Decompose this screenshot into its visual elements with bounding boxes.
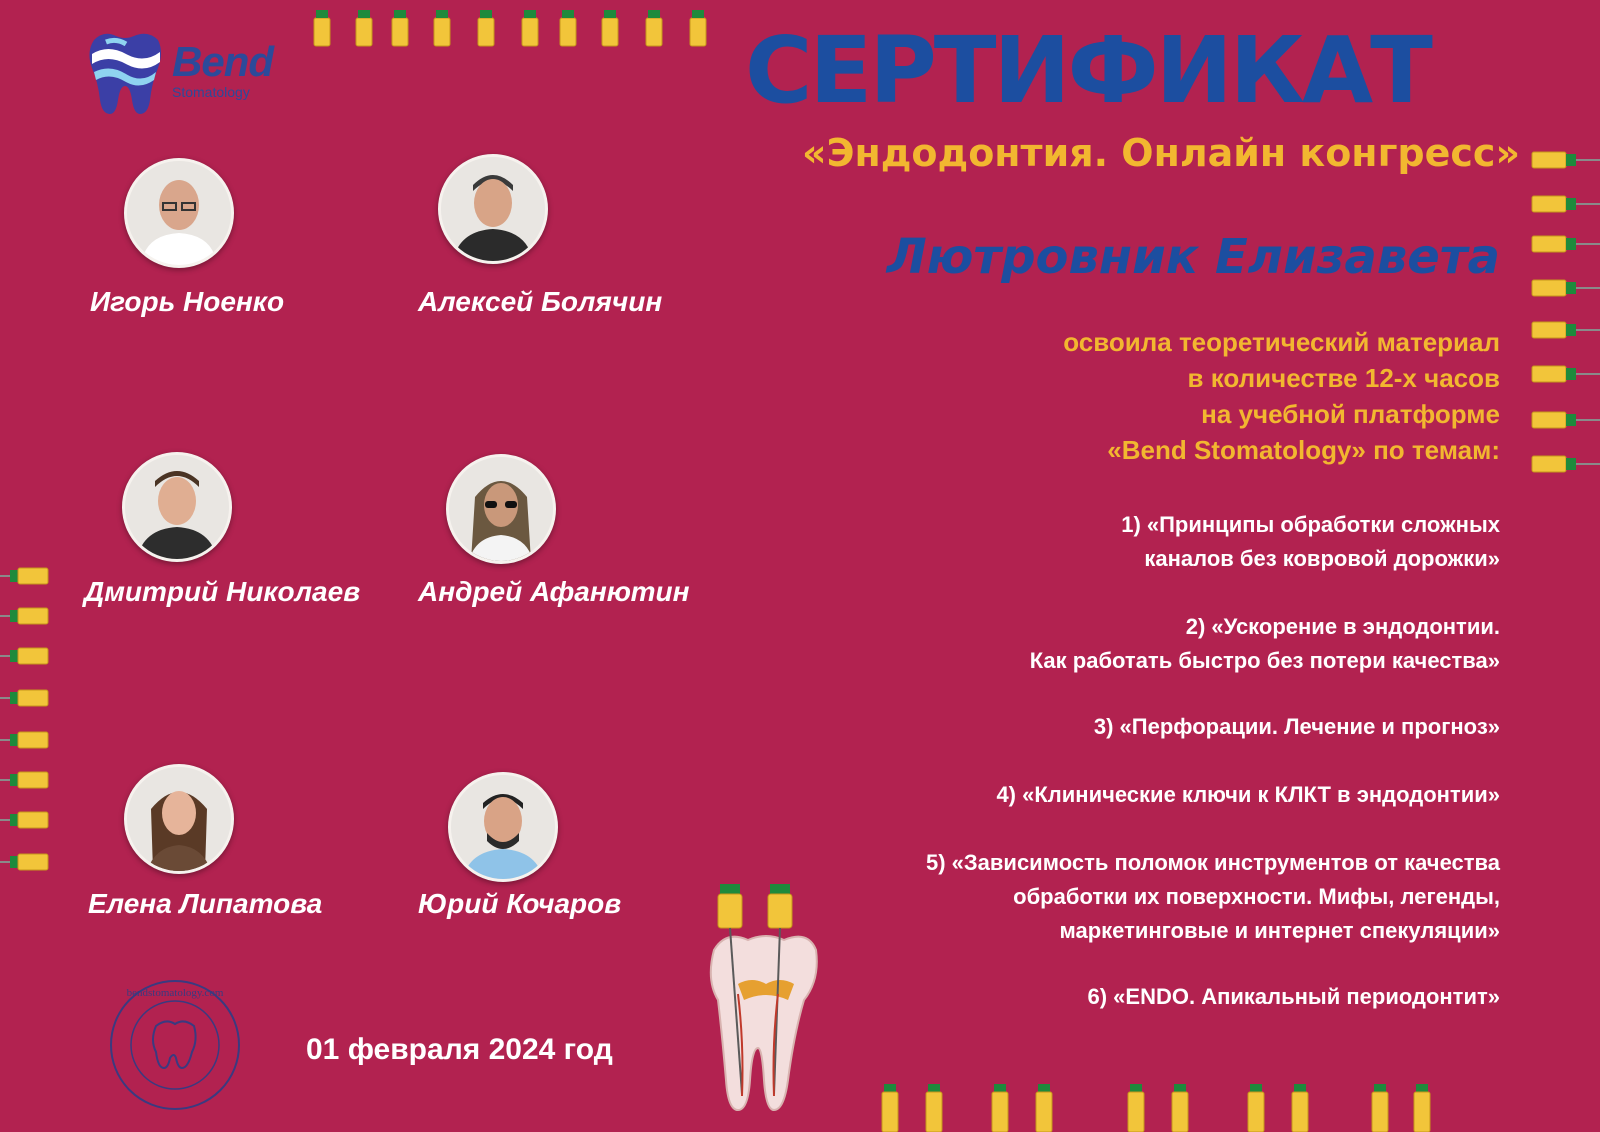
speaker-name: Дмитрий Николаев [84,576,361,607]
topic-line: 2) «Ускорение в эндодонтии. [1185,614,1500,639]
topic-line: 6) «ENDO. Апикальный периодонтит» [1087,984,1500,1009]
person-avatar-icon [441,157,545,261]
person-avatar-icon [127,161,231,265]
left-files-decoration [0,556,52,876]
speaker-photo [448,772,558,882]
intro-line: «Bend Stomatology» по темам: [1107,435,1500,465]
speaker-photo [124,764,234,874]
certificate-title: СЕРТИФИКАТ [745,17,1430,124]
topic-item [760,610,1500,710]
speaker-name: Елена Липатова [88,888,323,919]
speaker-name: Игорь Ноенко [90,286,285,317]
topic-item [760,980,1500,1014]
topic-line: 5) «Зависимость поломок инструментов от качества [925,850,1500,875]
topic-line: Как работать быстро без потери качества» [1029,648,1500,673]
tooth-root-canal-icon [708,884,824,1114]
topic-line: 4) «Клинические ключи к КЛКТ в эндодонтии» [996,782,1500,807]
completion-statement [900,324,1500,468]
topic-item [760,710,1500,778]
topic-item [760,508,1500,610]
topic-item [760,778,1500,846]
person-avatar-icon [125,455,229,559]
speaker-photo [446,454,556,564]
speaker-photo [438,154,548,264]
stamp-icon [108,978,242,1112]
bottom-files-decoration [880,1080,1460,1132]
intro-line: на учебной платформе [1201,399,1500,429]
intro-line: в количестве 12-х часов [1187,363,1500,393]
topic-line: обработки их поверхности. Мифы, легенды, [1013,884,1500,909]
topic-line: 3) «Перфорации. Лечение и прогноз» [1093,714,1500,739]
topic-line: каналов без ковровой дорожки» [1144,546,1500,571]
speaker-name: Алексей Болячин [418,286,663,317]
course-title: «Эндодонтия. Онлайн конгресс» [802,131,1520,175]
topic-item [760,846,1500,980]
recipient-name: Лютровник Елизавета [886,229,1500,285]
top-files-decoration [300,0,720,52]
person-avatar-icon [449,457,553,561]
person-avatar-icon [451,775,555,879]
speaker-photo [124,158,234,268]
speaker-name: Юрий Кочаров [418,888,622,919]
stamp-text: bendstomatology.com [126,987,224,999]
intro-line: освоила теоретический материал [1063,327,1500,357]
tooth-logo-icon [86,30,164,116]
topic-line: 1) «Принципы обработки сложных [1121,512,1500,537]
logo-subtitle: Stomatology [172,84,250,100]
right-files-decoration [1526,140,1600,490]
speaker-photo [122,452,232,562]
topics-list [760,508,1500,1014]
bend-logo [86,30,306,120]
speaker-name: Андрей Афанютин [418,576,690,607]
person-avatar-icon [127,767,231,871]
topic-line: маркетинговые и интернет спекуляции» [1059,918,1500,943]
certificate-date: 01 февраля 2024 год [306,1033,613,1066]
logo-name: Bend [172,38,273,85]
